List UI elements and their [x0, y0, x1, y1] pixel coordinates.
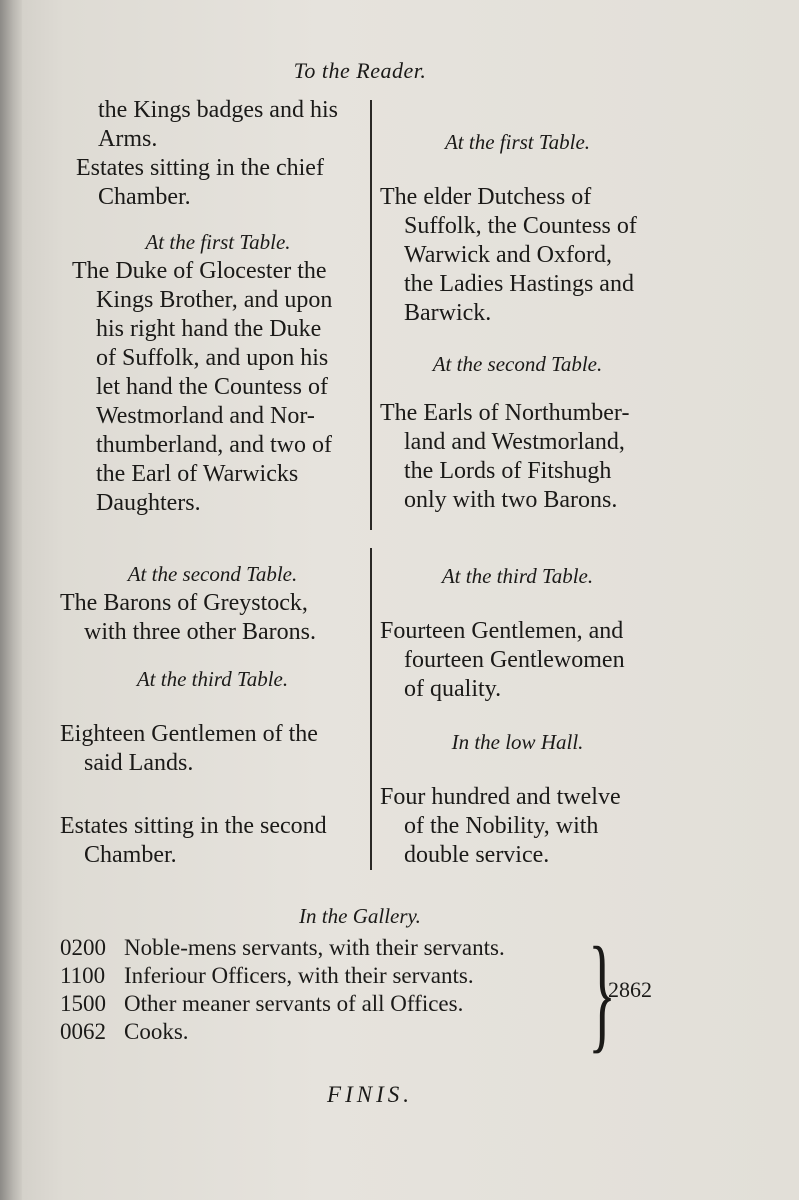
- text-line: the Earl of Warwicks: [96, 461, 299, 487]
- right-column-lower: [380, 562, 655, 870]
- right-column: [380, 128, 655, 515]
- text-line: only with two Barons.: [404, 487, 618, 513]
- table-heading: At the first Table.: [444, 130, 591, 154]
- gallery-description: Other meaner servants of all Offices.: [124, 991, 464, 1016]
- text-line: Four hundred and twelve: [380, 784, 621, 810]
- text-line: Kings Brother, and upon: [96, 287, 333, 313]
- left-column-lower: [60, 560, 365, 870]
- text-line: fourteen Gentlewomen: [404, 647, 625, 673]
- page-gutter: [0, 0, 22, 1200]
- text-line: Daughters.: [96, 490, 201, 516]
- text-line: Westmorland and Nor-: [96, 403, 315, 429]
- table-heading: At the third Table.: [136, 667, 289, 691]
- text-line: The Earls of Northumber-: [380, 400, 630, 426]
- left-top-block: [72, 96, 364, 212]
- text-line: The elder Dutchess of: [380, 184, 592, 210]
- gallery-count: 0200: [60, 935, 106, 960]
- text-line: Estates sitting in the chief: [76, 155, 324, 181]
- text-line: the Ladies Hastings and: [404, 271, 634, 297]
- left-table1-block: [72, 257, 364, 518]
- finis-text: FINIS.: [327, 1082, 413, 1107]
- text-line: of the Nobility, with: [404, 813, 599, 839]
- running-header: To the Reader.: [293, 58, 427, 83]
- text-line: Chamber.: [98, 184, 191, 210]
- text-line: with three other Barons.: [84, 619, 316, 645]
- table-heading: At the third Table.: [441, 564, 594, 588]
- text-line: land and Westmorland,: [404, 429, 625, 455]
- text-line: Barwick.: [404, 300, 492, 326]
- text-line: Fourteen Gentlemen, and: [380, 618, 624, 644]
- text-line: The Barons of Greystock,: [60, 590, 308, 616]
- column-divider-lower: [370, 548, 372, 870]
- text-line: the Lords of Fitshugh: [404, 458, 612, 484]
- text-line: Warwick and Oxford,: [404, 242, 612, 268]
- text-line: the Kings badges and his: [98, 97, 338, 123]
- gallery-row: [60, 990, 505, 1018]
- text-line: said Lands.: [84, 750, 194, 776]
- text-line: Suffolk, the Countess of: [404, 213, 637, 239]
- gallery-row: [60, 934, 505, 962]
- column-divider-upper: [370, 100, 372, 530]
- gallery-count: 1500: [60, 991, 106, 1016]
- text-line: double service.: [404, 842, 550, 868]
- text-line: of Suffolk, and upon his: [96, 345, 329, 371]
- text-line: Arms.: [98, 126, 158, 152]
- text-line: his right hand the Duke: [96, 316, 322, 342]
- brace-icon: }: [588, 921, 617, 1065]
- left-column: [72, 96, 364, 518]
- table-heading: At the second Table.: [432, 352, 603, 376]
- table-heading: In the low Hall.: [451, 730, 584, 754]
- gallery-row: [60, 1018, 505, 1046]
- gallery-description: Cooks.: [124, 1019, 189, 1044]
- gallery-count: 0062: [60, 1019, 106, 1044]
- table-heading: At the first Table.: [145, 230, 291, 254]
- text-line: Estates sitting in the second: [60, 813, 327, 839]
- text-line: let hand the Countess of: [96, 374, 328, 400]
- gallery-total: 2862: [608, 977, 652, 1002]
- table-heading: At the second Table.: [127, 562, 298, 586]
- text-line: of quality.: [404, 676, 502, 702]
- gallery-heading: In the Gallery.: [299, 904, 421, 928]
- text-line: thumberland, and two of: [96, 432, 332, 458]
- text-line: The Duke of Glocester the: [72, 258, 327, 284]
- gallery-count: 1100: [60, 963, 106, 988]
- text-line: Eighteen Gentlemen of the: [60, 721, 318, 747]
- gallery-description: Noble-mens servants, with their servants.: [124, 935, 505, 960]
- gallery-row: [60, 962, 505, 990]
- gallery-description: Inferiour Officers, with their servants.: [124, 963, 474, 988]
- text-line: Chamber.: [84, 842, 177, 868]
- gallery-list: [60, 934, 505, 1046]
